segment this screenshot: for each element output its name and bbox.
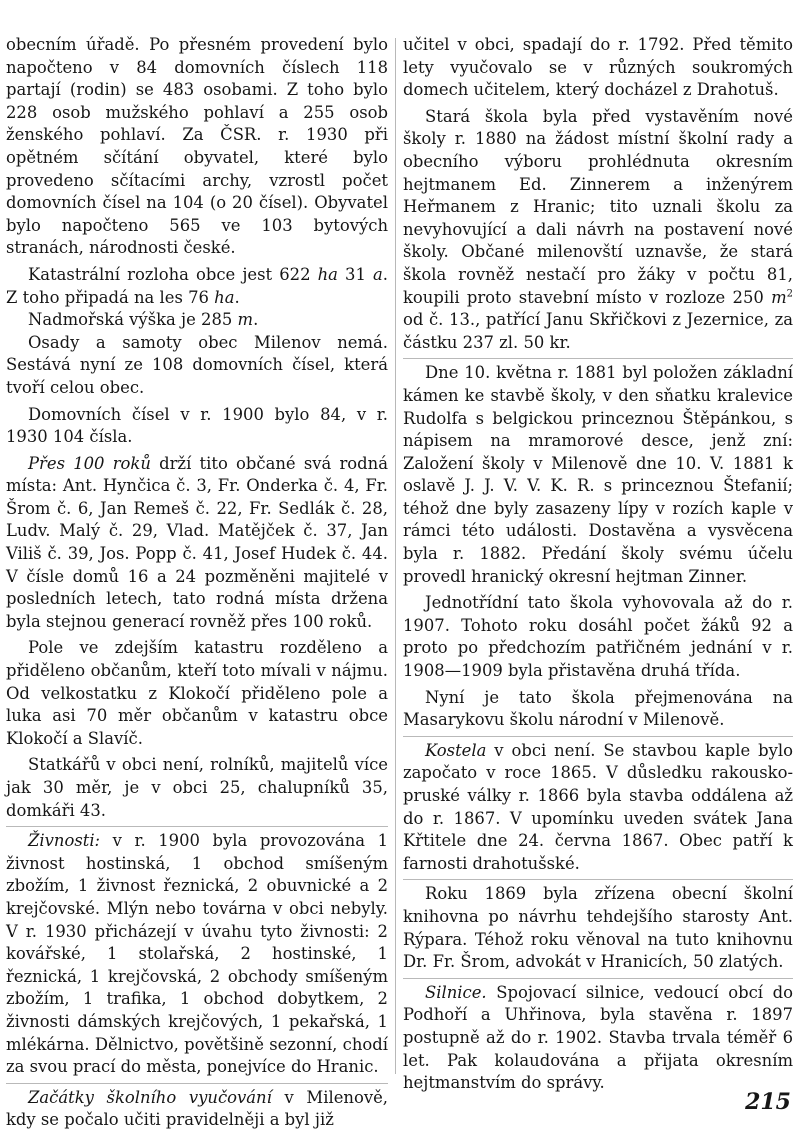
- paragraph-farmers: Statkářů v obci není, rolníků, majitelů více jak 30 měr, je v obci 25, chalupníků 35, domkáři 43.: [6, 755, 388, 820]
- paragraph-library: Roku 1869 byla zřízena obecní školní knihovna po návrhu tehdejšího starosty Ant. Rýpara. Téhož roku věnoval na tuto knihovnu Dr. Fr. Šrom, advokát v Hranicích, 50 zlatých.: [403, 879, 793, 973]
- left-column: [6, 34, 388, 1136]
- paragraph-trades: Živnosti: v r. 1900 byla provozována 1 živnost hostinská, 1 obchod smíšeným zbožím, 1 živnost řeznická, 2 obuvnické a 2 krejčovské. Mlýn nebo továrna v obci nebyly. V r. 1930 přicházejí v úvahu tyto živnosti: 2 kovářské, 1 stolařská, 2 hostinské, 1 řeznická, 1 krejčovská, 2 obchody smíšeným zbožím, 1 trafika, 1 obchod dobytkem, 2 živnosti dámských krejčových, 1 pekařská, 1 mlékárna. Dělnictvo, povětšině sezonní, chodí za svou prací do města, ponejvíce do Hranic.: [6, 826, 388, 1079]
- paragraph-teacher: učitel v obci, spadají do r. 1792. Před těmito lety vyučovalo se v různých soukromých domech učitelem, který docházel z Drahotuš.: [403, 35, 793, 100]
- paragraph-foundation-stone: Dne 10. května r. 1881 byl položen základní kámen ke stavbě školy, v den sňatku kralevice Rudolfa s belgickou princeznou Štěpánkou, s nápisem na mramorové desce, jenž zní: Založení školy v Milenově dne 10. V. 1881 k oslavě J. J. V. V. K. R. s princeznou Štefanií; téhož dne byly zasazeny lípy v rozích kaple v rámci této události. Dostavěna a vysvěcena byla r. 1882. Předání školy svému účelu provedl hranický okresní hejtman Zinner.: [403, 358, 793, 588]
- paragraph-chapel: Kostela v obci není. Se stavbou kaple bylo započato v roce 1865. V důsledku rakousko-pruské války r. 1866 byla stavba oddálena až do r. 1867. V upomínku uveden svátek Jana Křtitele dne 24. června 1867. Obec patří k farnosti drahotušské.: [403, 736, 793, 876]
- right-column: [403, 34, 793, 1099]
- paragraph-school-beginnings: Začátky školního vyučování v Milenově, kdy se počalo učiti pravidelněji a byl již: [6, 1083, 388, 1132]
- paragraph-road: Silnice. Spojovací silnice, vedoucí obcí do Podhoří a Uhřinova, byla stavěna r. 1897 postupně až do r. 1902. Stavba trvala téměř 6 let. Pak kolaudována a přijata okresním hejtmanstvím do správy.: [403, 978, 793, 1095]
- paragraph-settlements: Osady a samoty obec Milenov nemá. Sestává nyní ze 108 domovních čísel, která tvoří celou obec.: [6, 332, 388, 397]
- paragraph-house-numbers: Domovních čísel v r. 1900 bylo 84, v r. 1930 104 čísla.: [6, 404, 388, 447]
- paragraph-altitude: Nadmořská výška je 285 m.: [28, 310, 259, 330]
- paragraph-old-families: Přes 100 roků drží tito občané svá rodná místa: Ant. Hynčica č. 3, Fr. Onderka č. 4, Fr. Šrom č. 6, Jan Remeš č. 22, Fr. Sedlák č. 28, Ludv. Malý č. 29, Vlad. Matějček č. 37, Jan Viliš č. 39, Jos. Popp č. 41, Josef Hudek č. 44. V čísle domů 16 a 24 pozměněni majitelé v posledních letech, tato rodná místa držena byla stejnou generací rovněž přes 100 roků.: [6, 453, 388, 631]
- paragraph-census: obecním úřadě. Po přesném provedení bylo napočteno v 84 domovních číslech 118 partají (rodin) se 483 osobami. Z toho bylo 228 osob mužského pohlaví a 255 osob ženského pohlaví. Za ČSR. r. 1930 při opětném sčítání obyvatel, které bylo provedeno sčítacími archy, vzrostl počet domovních čísel na 104 (o 20 čísel). Obyvatel bylo napočteno 565 ve 103 bytových stranách, národnosti české.: [6, 35, 388, 258]
- paragraph-second-classroom: Jednotřídní tato škola vyhovovala až do r. 1907. Tohoto roku dosáhl počet žáků 92 a proto po předchozím patřičném jednání v r. 1908—1909 byla přistavěna druhá třída.: [403, 593, 793, 681]
- column-divider: [395, 38, 396, 1074]
- page-number: 215: [745, 1089, 791, 1115]
- paragraph-old-school: Stará škola byla před vystavěním nové školy r. 1880 na žádost místní školní rady a obecního výboru prohlédnuta okresním hejtmanem Ed. Zinnerem a inženýrem Heřmanem z Hranic; tito uznali školu za nevyhovující a dali návrh na postavení nové školy. Občané milenovští uznavše, že stará škola rovněž nestačí pro žáky v počtu 81, koupili proto stavební místo v rozloze 250 $m^2$ od č. 13., patřící Janu Skřičkovi z Jezernice, za částku 237 zl. 50 kr.: [403, 106, 793, 352]
- paragraph-cadastral-area: Katastrální rozloha obce jest 622 ha 31 a. Z toho připadá na les 76 ha.: [6, 264, 389, 307]
- paragraph-land: Pole ve zdejším katastru rozděleno a přiděleno občanům, kteří toto mívali v nájmu. Od velkostatku z Klokočí přiděleno pole a luka asi 70 měr občanům v katastru obce Klokočí a Slavíč.: [6, 638, 388, 748]
- paragraph-masaryk-school: Nyní je tato škola přejmenována na Masarykovu školu národní v Milenově.: [403, 687, 793, 730]
